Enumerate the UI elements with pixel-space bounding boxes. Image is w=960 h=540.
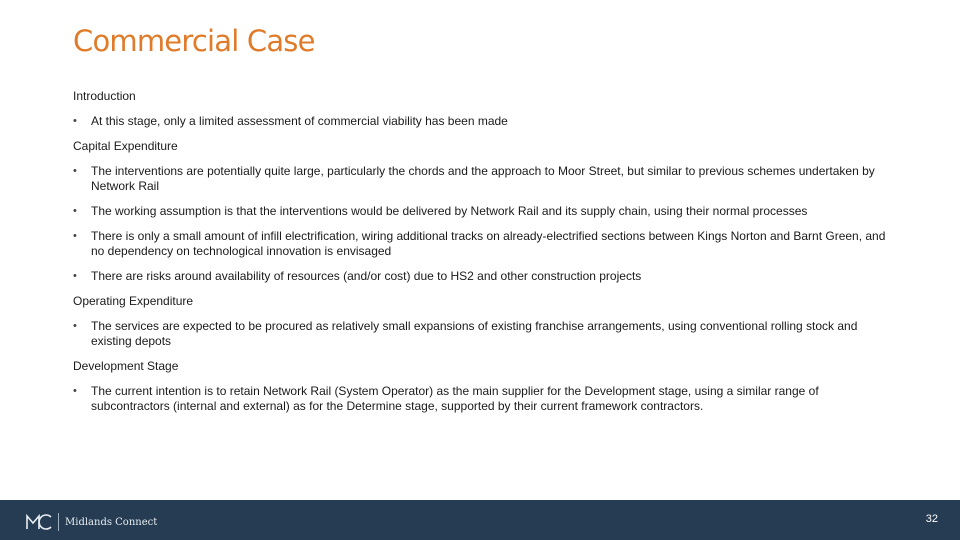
section-heading: Capital Expenditure [73, 139, 178, 153]
section-development-stage [73, 359, 893, 414]
section-operating-expenditure [73, 294, 893, 349]
bullet-icon: • [73, 115, 77, 127]
bullet-text: There are risks around availability of resources (and/or cost) due to HS2 and other construction projects [91, 269, 642, 283]
bullet-icon: • [73, 320, 77, 332]
section-heading: Operating Expenditure [73, 294, 194, 308]
bullet-item [73, 164, 893, 194]
section-heading: Introduction [73, 89, 136, 103]
bullet-item [73, 204, 893, 219]
bullet-item [73, 269, 893, 284]
bullet-text: The interventions are potentially quite large, particularly the chords and the approach to Moor Street, but similar to previous schemes undertaken by Network Rail [91, 164, 875, 193]
logo-text: Midlands Connect [65, 516, 158, 528]
bullet-icon: • [73, 165, 77, 177]
bullet-item [73, 319, 893, 349]
bullet-text: The current intention is to retain Network Rail (System Operator) as the main supplier for the Development stage, using a similar range of subcontractors (internal and external) as for the Determine stage, supported by their current framework contractors. [91, 384, 819, 413]
bullet-icon: • [73, 385, 77, 397]
bullet-text: At this stage, only a limited assessment of commercial viability has been made [91, 114, 508, 128]
mc-logo-icon [26, 514, 52, 530]
bullet-item [73, 384, 893, 414]
section-capital-expenditure [73, 139, 893, 284]
bullet-icon: • [73, 205, 77, 217]
bullet-text: The working assumption is that the interventions would be delivered by Network Rail and its supply chain, using their normal processes [91, 204, 808, 218]
page-number: 32 [925, 513, 938, 525]
bullet-text: There is only a small amount of infill electrification, wiring additional tracks on already-electrified sections between Kings Norton and Barnt Green, and no dependency on technological innovation is envisaged [91, 229, 886, 258]
bullet-icon: • [73, 270, 77, 282]
bullet-item [73, 114, 893, 129]
bullet-item [73, 229, 893, 259]
midlands-connect-logo [26, 513, 157, 531]
slide-content [73, 89, 893, 424]
footer-bar [0, 500, 960, 540]
bullet-icon: • [73, 230, 77, 242]
bullet-text: The services are expected to be procured as relatively small expansions of existing franchise arrangements, using conventional rolling stock and existing depots [91, 319, 858, 348]
page-title: Commercial Case [73, 24, 315, 58]
logo-divider [58, 513, 59, 531]
section-introduction [73, 89, 893, 129]
section-heading: Development Stage [73, 359, 179, 373]
